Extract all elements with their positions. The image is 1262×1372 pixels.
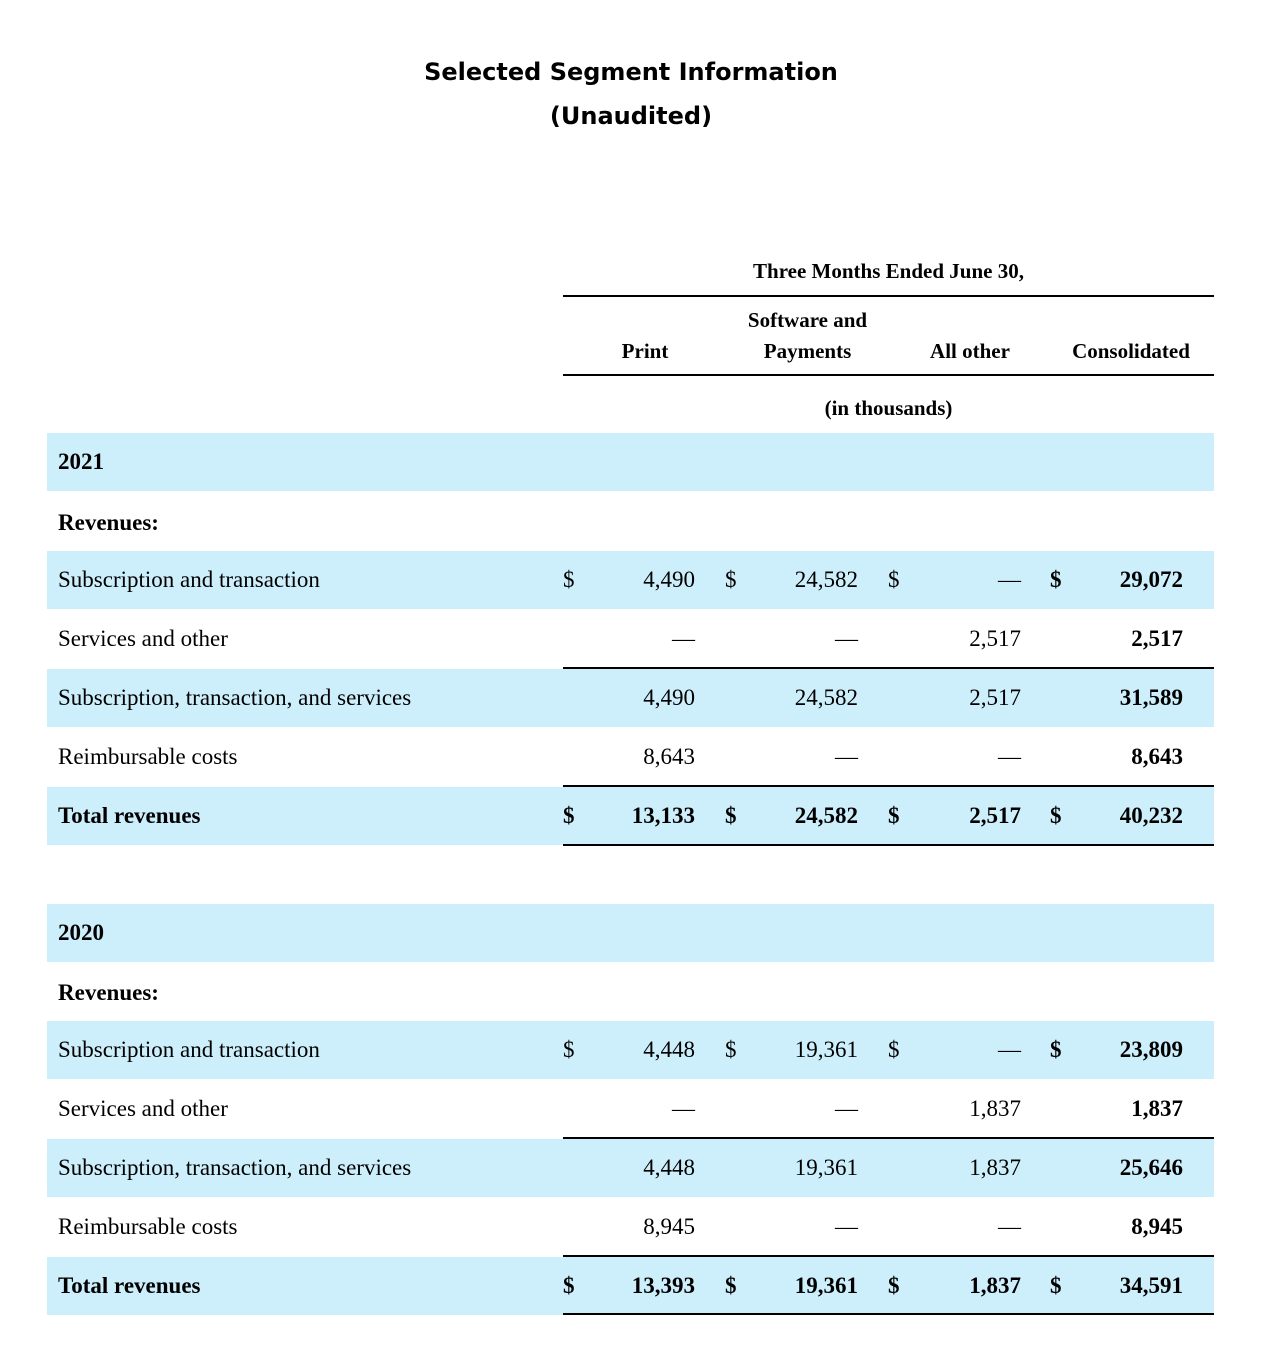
currency-symbol: $ [563, 1037, 575, 1062]
cell-print: 8,643 [643, 744, 695, 769]
currency-symbol: $ [1050, 803, 1062, 828]
cell-software: 19,361 [794, 1037, 858, 1062]
row-band [47, 1257, 1214, 1315]
year-band [47, 433, 1214, 491]
cell-software: 24,582 [794, 803, 858, 828]
cell-all-other: — [998, 744, 1021, 769]
page-title: Selected Segment Information [424, 58, 838, 86]
currency-symbol: $ [888, 567, 900, 592]
cell-all-other: — [998, 1214, 1021, 1239]
row-label: Subscription and transaction [58, 1037, 320, 1062]
page-subtitle: (Unaudited) [549, 102, 713, 130]
currency-symbol: $ [563, 567, 575, 592]
column-header-software-line2: Payments [763, 339, 852, 363]
cell-print: 13,133 [631, 803, 695, 828]
currency-symbol: $ [725, 1273, 737, 1298]
cell-all-other: 2,517 [969, 685, 1021, 710]
row-label: Reimbursable costs [58, 1214, 238, 1239]
total-bottom-rule [563, 1313, 1214, 1315]
cell-software: 24,582 [794, 685, 858, 710]
cell-all-other: 1,837 [969, 1273, 1021, 1298]
cell-consolidated: 8,945 [1131, 1214, 1183, 1239]
cell-consolidated: 1,837 [1131, 1096, 1183, 1121]
currency-symbol: $ [1050, 1037, 1062, 1062]
cell-consolidated: 2,517 [1131, 626, 1183, 651]
cell-consolidated: 31,589 [1119, 685, 1183, 710]
row-label: Reimbursable costs [58, 744, 238, 769]
cell-software: 24,582 [794, 567, 858, 592]
currency-symbol: $ [725, 803, 737, 828]
cell-print: 4,448 [643, 1155, 695, 1180]
header-bottom-rule [563, 374, 1214, 376]
cell-consolidated: 23,809 [1119, 1037, 1183, 1062]
cell-all-other: — [998, 1037, 1021, 1062]
row-label: Services and other [58, 626, 228, 651]
cell-software: — [835, 1214, 858, 1239]
period-header: Three Months Ended June 30, [753, 259, 1024, 283]
cell-software: 19,361 [794, 1155, 858, 1180]
row-label: Services and other [58, 1096, 228, 1121]
cell-consolidated: 40,232 [1119, 803, 1183, 828]
cell-print: 4,490 [643, 685, 695, 710]
cell-software: — [835, 1096, 858, 1121]
currency-symbol: $ [725, 567, 737, 592]
currency-symbol: $ [725, 1037, 737, 1062]
revenues-label: Revenues: [58, 980, 159, 1005]
cell-print: — [672, 626, 695, 651]
cell-consolidated: 25,646 [1119, 1155, 1183, 1180]
row-label-total: Total revenues [58, 803, 201, 828]
cell-all-other: 1,837 [969, 1155, 1021, 1180]
row-label: Subscription, transaction, and services [58, 685, 412, 710]
cell-print: — [672, 1096, 695, 1121]
cell-consolidated: 8,643 [1131, 744, 1183, 769]
currency-symbol: $ [563, 803, 575, 828]
cell-all-other: 1,837 [969, 1096, 1021, 1121]
cell-print: 13,393 [631, 1273, 695, 1298]
column-header-print: Print [621, 339, 669, 363]
year-label: 2021 [58, 449, 104, 474]
cell-print: 8,945 [643, 1214, 695, 1239]
revenues-label: Revenues: [58, 510, 159, 535]
currency-symbol: $ [1050, 567, 1062, 592]
currency-symbol: $ [888, 803, 900, 828]
currency-symbol: $ [888, 1037, 900, 1062]
cell-consolidated: 29,072 [1119, 567, 1183, 592]
column-header-consolidated: Consolidated [1072, 339, 1190, 363]
cell-print: 4,490 [643, 567, 695, 592]
year-label: 2020 [58, 920, 104, 945]
cell-software: — [835, 626, 858, 651]
column-header-all-other: All other [930, 339, 1010, 363]
cell-consolidated: 34,591 [1119, 1273, 1183, 1298]
year-band [47, 904, 1214, 962]
currency-symbol: $ [888, 1273, 900, 1298]
cell-software: 19,361 [794, 1273, 858, 1298]
row-label-total: Total revenues [58, 1273, 201, 1298]
cell-all-other: 2,517 [969, 626, 1021, 651]
row-label: Subscription and transaction [58, 567, 320, 592]
cell-all-other: — [998, 567, 1021, 592]
currency-symbol: $ [563, 1273, 575, 1298]
total-bottom-rule [563, 844, 1214, 846]
currency-symbol: $ [1050, 1273, 1062, 1298]
cell-all-other: 2,517 [969, 803, 1021, 828]
row-label: Subscription, transaction, and services [58, 1155, 412, 1180]
header-top-rule [563, 295, 1214, 297]
cell-software: — [835, 744, 858, 769]
units-label: (in thousands) [824, 396, 953, 420]
cell-print: 4,448 [643, 1037, 695, 1062]
column-header-software-line1: Software and [747, 308, 868, 332]
row-band [47, 787, 1214, 845]
